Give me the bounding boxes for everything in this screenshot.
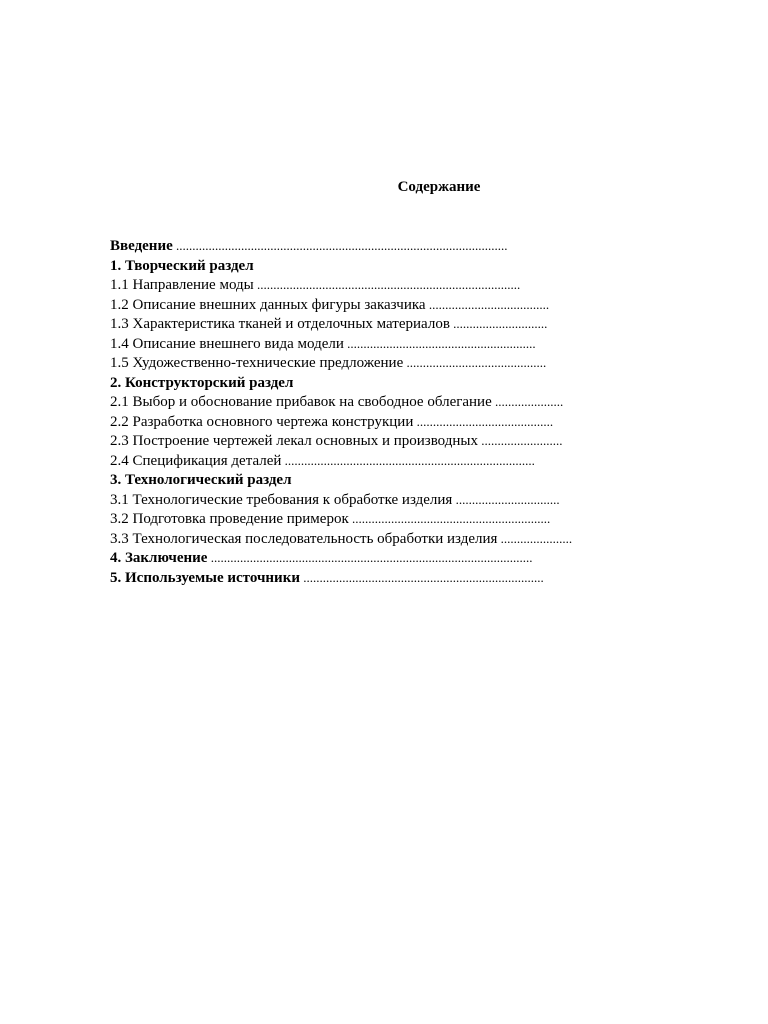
toc-entry xyxy=(110,334,690,354)
toc-entry-label: 2. Конструкторский раздел xyxy=(110,374,294,391)
toc-entry-label: 4. Заключение xyxy=(110,550,208,566)
toc-dot-leader: ...................................................................................................... xyxy=(172,238,508,253)
toc-entry-label: 1.4 Описание внешнего вида модели xyxy=(110,335,344,352)
toc-dot-leader: ............................................................. xyxy=(348,511,551,526)
toc-dot-leader: ..................................... xyxy=(425,296,550,312)
toc-entry-label: 1.5 Художественно-технические предложение xyxy=(110,355,404,371)
toc-dot-leader: ......................... xyxy=(478,433,563,448)
toc-entry-label: 3.1 Технологические требования к обработке изделия xyxy=(110,491,453,508)
toc-entry-label: 3.2 Подготовка проведение примерок xyxy=(110,511,349,527)
page-title: Содержание xyxy=(397,179,481,195)
toc-dot-leader: .......................................................................... xyxy=(299,569,544,585)
toc-entry xyxy=(110,431,690,451)
toc-entry-label: 3. Технологический раздел xyxy=(110,472,292,488)
toc-dot-leader: .......................................... xyxy=(413,413,554,429)
toc-entry xyxy=(110,470,690,490)
toc-entry-label: 3.3 Технологическая последовательность обработки изделия xyxy=(110,530,498,547)
toc-entry xyxy=(110,568,690,588)
toc-entry xyxy=(110,451,690,471)
toc-entry xyxy=(110,548,690,568)
toc-entry xyxy=(110,509,690,529)
toc-entry xyxy=(110,529,690,549)
toc-dot-leader: .......................................................... xyxy=(343,335,536,351)
toc-entry-label: 1. Творческий раздел xyxy=(110,257,254,274)
toc-entry-label: 2.2 Разработка основного чертежа конструкции xyxy=(110,413,414,430)
toc-dot-leader: ................................ xyxy=(452,491,560,507)
toc-dot-leader: ............................. xyxy=(449,316,548,331)
toc-dot-leader: ........................................... xyxy=(403,355,547,370)
toc-entry xyxy=(110,373,690,393)
toc-dot-leader: ..................... xyxy=(491,394,564,409)
toc-entry-label: 5. Используемые источники xyxy=(110,569,300,586)
toc-entry-label: Введение xyxy=(110,238,173,254)
toc-entry-label: 2.4 Спецификация деталей xyxy=(110,452,282,469)
toc-entry xyxy=(110,236,690,256)
toc-entry-label: 1.1 Направление моды xyxy=(110,277,254,293)
toc-entry xyxy=(110,412,690,432)
table-of-contents xyxy=(110,236,690,587)
toc-dot-leader: ...................... xyxy=(497,530,573,546)
toc-dot-leader: ................................................................................. xyxy=(253,277,521,292)
toc-entry-label: 1.3 Характеристика тканей и отделочных материалов xyxy=(110,316,450,332)
toc-entry-label: 2.1 Выбор и обоснование прибавок на свободное облегание xyxy=(110,394,492,410)
toc-dot-leader: ............................................................................. xyxy=(281,452,535,468)
toc-entry xyxy=(110,295,690,315)
toc-dot-leader: ................................................................................................... xyxy=(207,550,533,565)
toc-entry xyxy=(110,314,690,334)
toc-entry xyxy=(110,490,690,510)
toc-entry xyxy=(110,275,690,295)
toc-entry-label: 2.3 Построение чертежей лекал основных и производных xyxy=(110,433,478,449)
toc-entry xyxy=(110,353,690,373)
toc-entry xyxy=(110,256,690,276)
toc-entry xyxy=(110,392,690,412)
toc-entry-label: 1.2 Описание внешних данных фигуры заказчика xyxy=(110,296,426,313)
